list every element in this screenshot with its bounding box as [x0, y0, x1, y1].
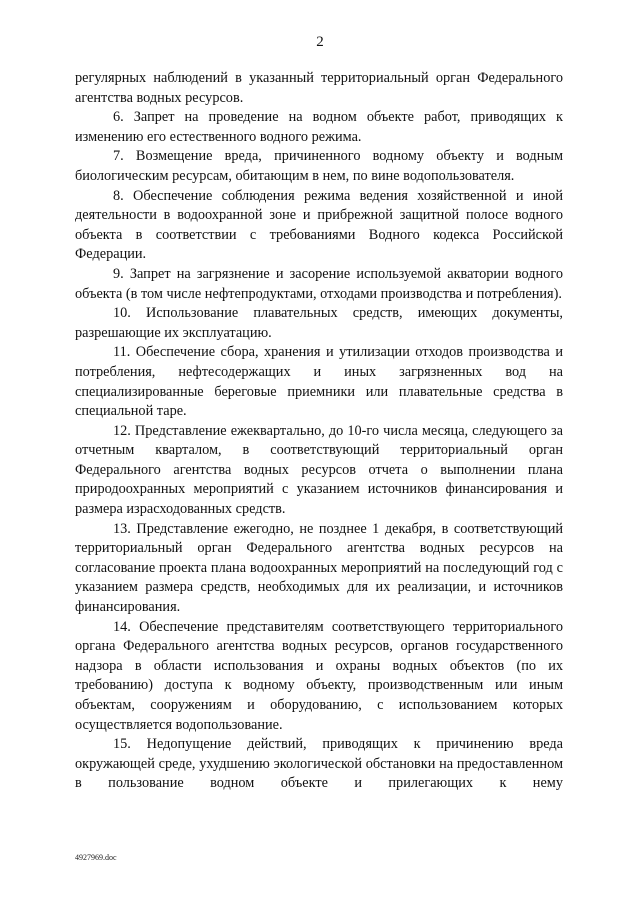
paragraph-item-14: 14. Обеспечение представителям соответствующего территориального органа Федерального агентства водных ресурсов, органов государственного надзора в области использования и охраны водных объектов (по их требованию) доступа к водному объекту, производственным или иным объектам, сооружениям и оборудованию, с использованием которых осуществляется водопользование.: [75, 618, 563, 733]
page-number: 2: [316, 34, 324, 50]
paragraph-item-12: 12. Представление ежеквартально, до 10-го числа месяца, следующего за отчетным кварталом, в соответствующий территориальный орган Федерального агентства водных ресурсов отчета о выполнении плана природоохранных мероприятий с указанием источников финансирования и размера израсходованных средств.: [75, 422, 563, 518]
paragraph-item-10: 10. Использование плавательных средств, имеющих документы, разрешающие их эксплуатацию.: [75, 305, 563, 341]
paragraph-item-9: 9. Запрет на загрязнение и засорение используемой акватории водного объекта (в том числе нефтепродуктами, отходами производства и потребления).: [75, 265, 563, 302]
paragraph-item-15: 15. Недопущение действий, приводящих к причинению вреда окружающей среде, ухудшению экологической обстановки на предоставленном в пользование водном объекте и прилегающих к нему: [75, 736, 563, 792]
paragraph-item-7: 7. Возмещение вреда, причиненного водному объекту и водным биологическим ресурсам, обитающим в нем, по вине водопользователя.: [75, 148, 563, 184]
paragraph-item-8: 8. Обеспечение соблюдения режима ведения хозяйственной и иной деятельности в водоохранной зоне и прибрежной защитной полосе водного объекта в соответствии с требованиями Водного кодекса Российской Федерации.: [75, 187, 563, 263]
footer-filename: 4927969.doc: [75, 853, 117, 862]
paragraph-item-6: 6. Запрет на проведение на водном объекте работ, приводящих к изменению его естественного водного режима.: [75, 109, 563, 145]
document-body: [75, 69, 563, 794]
paragraph-item-13: 13. Представление ежегодно, не позднее 1 декабря, в соответствующий территориальный орган Федерального агентства водных ресурсов на согласование проекта плана водоохранных мероприятий на последующий год с указанием размера средств, необходимых для их реализации, и источников финансирования.: [75, 520, 563, 616]
paragraph-continuation: регулярных наблюдений в указанный территориальный орган Федерального агентства водных ресурсов.: [75, 70, 563, 106]
paragraph-item-11: 11. Обеспечение сбора, хранения и утилизации отходов производства и потребления, нефтесодержащих и иных загрязненных вод на специализированные береговые приемники или плавательные средства в специальной таре.: [75, 344, 563, 420]
